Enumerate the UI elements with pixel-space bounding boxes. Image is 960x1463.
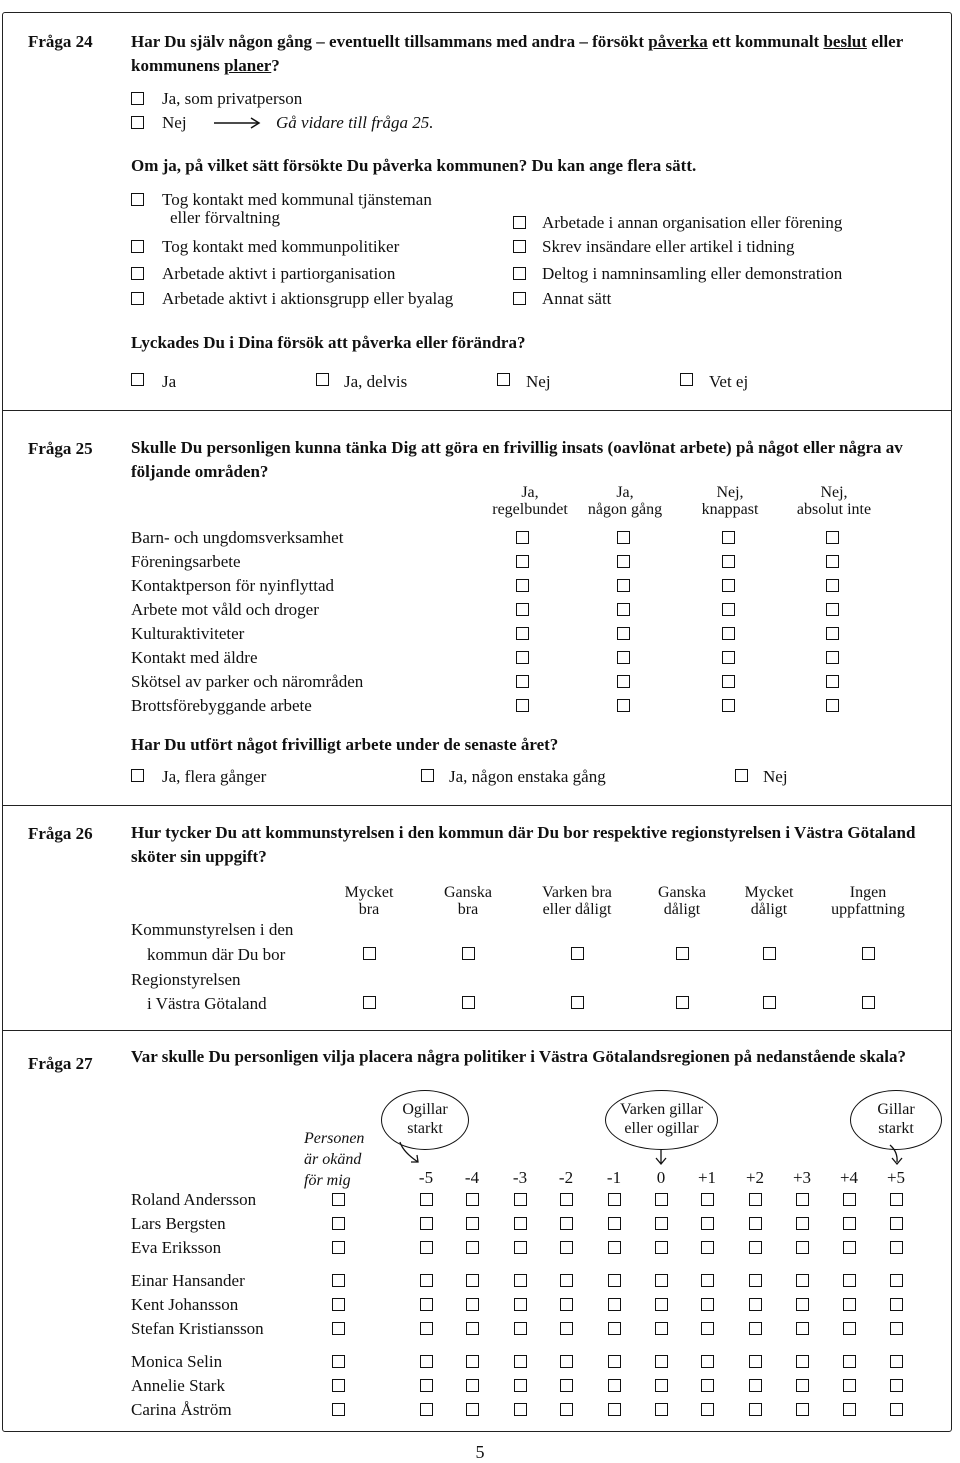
row-label: Skötsel av parker och närområden xyxy=(131,672,364,691)
option-label: Ja, flera gånger xyxy=(162,767,267,786)
scale-checkbox[interactable] xyxy=(655,1217,668,1230)
scale-checkbox[interactable] xyxy=(655,1193,668,1206)
option-label: Nej xyxy=(162,113,187,132)
option-label: Ja xyxy=(162,372,177,391)
row-label: Regionstyrelsen xyxy=(131,970,241,989)
scale-checkbox[interactable] xyxy=(514,1241,527,1254)
row-label-continued: kommun där Du bor xyxy=(147,945,286,964)
scale-checkbox[interactable] xyxy=(796,1322,809,1335)
scale-checkbox[interactable] xyxy=(890,1241,903,1254)
question-text: Var skulle Du personligen vilja placera några politiker i Västra Götalandsregionen på nedanstående skala? xyxy=(131,1047,907,1066)
scale-value: -1 xyxy=(606,1168,622,1187)
scale-checkbox[interactable] xyxy=(843,1241,856,1254)
scale-checkbox[interactable] xyxy=(514,1379,527,1392)
scale-checkbox[interactable] xyxy=(608,1193,621,1206)
scale-value: -3 xyxy=(512,1168,528,1187)
scale-value: +2 xyxy=(745,1168,765,1187)
question-number: Fråga 27 xyxy=(28,1054,93,1073)
scale-checkbox[interactable] xyxy=(701,1403,714,1416)
politician-name: Eva Eriksson xyxy=(131,1238,222,1257)
scale-checkbox[interactable] xyxy=(560,1298,573,1311)
scale-anchor-oval: Varken gillar eller ogillar xyxy=(605,1090,718,1150)
scale-checkbox[interactable] xyxy=(796,1241,809,1254)
scale-checkbox[interactable] xyxy=(608,1403,621,1416)
scale-checkbox[interactable] xyxy=(466,1379,479,1392)
column-header: Ingen uppfattning xyxy=(831,884,905,918)
scale-checkbox[interactable] xyxy=(655,1379,668,1392)
scale-checkbox[interactable] xyxy=(466,1241,479,1254)
scale-checkbox[interactable] xyxy=(796,1379,809,1392)
scale-checkbox[interactable] xyxy=(843,1298,856,1311)
option-label: Deltog i namninsamling eller demonstration xyxy=(542,264,843,283)
politician-name: Lars Bergsten xyxy=(131,1214,226,1233)
question-text: Skulle Du personligen kunna tänka Dig att göra en frivillig insats (oavlönat arbete) på något eller några av följande områden? xyxy=(131,438,903,481)
scale-anchor-oval: Ogillar starkt xyxy=(381,1090,469,1150)
scale-value: -4 xyxy=(464,1168,480,1187)
scale-checkbox[interactable] xyxy=(796,1193,809,1206)
scale-checkbox[interactable] xyxy=(608,1298,621,1311)
scale-checkbox[interactable] xyxy=(749,1379,762,1392)
scale-checkbox[interactable] xyxy=(514,1217,527,1230)
scale-checkbox[interactable] xyxy=(655,1403,668,1416)
unknown-checkbox[interactable] xyxy=(332,1217,345,1230)
scale-value: -2 xyxy=(558,1168,574,1187)
politician-name: Kent Johansson xyxy=(131,1295,239,1314)
option-label-continued: eller förvaltning xyxy=(170,208,280,227)
scale-checkbox[interactable] xyxy=(514,1274,527,1287)
option-label: Arbetade i annan organisation eller förening xyxy=(542,213,843,232)
question-number: Fråga 24 xyxy=(28,32,93,51)
option-label: Nej xyxy=(526,372,551,391)
column-header: Mycket dåligt xyxy=(744,884,794,918)
scale-checkbox[interactable] xyxy=(749,1217,762,1230)
scale-checkbox[interactable] xyxy=(608,1241,621,1254)
column-header: Ja, regelbundet xyxy=(492,484,568,518)
scale-checkbox[interactable] xyxy=(466,1274,479,1287)
question-text: Har Du själv någon gång – eventuellt tillsammans med andra – försökt påverka ett kommunalt beslut eller kommunens planer? xyxy=(131,32,903,75)
scale-checkbox[interactable] xyxy=(560,1322,573,1335)
row-label: Barn- och ungdomsverksamhet xyxy=(131,528,344,547)
scale-value: -5 xyxy=(418,1168,434,1187)
scale-checkbox[interactable] xyxy=(701,1379,714,1392)
scale-checkbox[interactable] xyxy=(420,1193,433,1206)
option-label: Tog kontakt med kommunal tjänsteman xyxy=(162,190,432,209)
scale-checkbox[interactable] xyxy=(796,1355,809,1368)
scale-checkbox[interactable] xyxy=(890,1298,903,1311)
scale-anchor-oval: Gillar starkt xyxy=(850,1090,942,1150)
scale-checkbox[interactable] xyxy=(843,1217,856,1230)
scale-checkbox[interactable] xyxy=(420,1379,433,1392)
scale-checkbox[interactable] xyxy=(796,1274,809,1287)
scale-checkbox[interactable] xyxy=(466,1298,479,1311)
scale-checkbox[interactable] xyxy=(749,1403,762,1416)
row-label: Föreningsarbete xyxy=(131,552,241,571)
scale-checkbox[interactable] xyxy=(466,1193,479,1206)
scale-checkbox[interactable] xyxy=(420,1298,433,1311)
scale-checkbox[interactable] xyxy=(843,1274,856,1287)
scale-checkbox[interactable] xyxy=(796,1403,809,1416)
scale-checkbox[interactable] xyxy=(701,1217,714,1230)
option-label: Ja, som privatperson xyxy=(162,89,303,108)
scale-checkbox[interactable] xyxy=(701,1193,714,1206)
scale-value: +3 xyxy=(792,1168,812,1187)
scale-checkbox[interactable] xyxy=(843,1403,856,1416)
row-label: Kommunstyrelsen i den xyxy=(131,920,294,939)
column-header: Nej, absolut inte xyxy=(796,484,872,518)
unknown-checkbox[interactable] xyxy=(332,1298,345,1311)
option-label: Ja, delvis xyxy=(344,372,408,391)
question-number: Fråga 25 xyxy=(28,439,93,458)
scale-checkbox[interactable] xyxy=(890,1274,903,1287)
scale-checkbox[interactable] xyxy=(608,1322,621,1335)
scale-checkbox[interactable] xyxy=(843,1379,856,1392)
unknown-checkbox[interactable] xyxy=(332,1379,345,1392)
scale-checkbox[interactable] xyxy=(560,1379,573,1392)
question-number: Fråga 26 xyxy=(28,824,93,843)
column-header: Nej, knappast xyxy=(701,484,759,518)
option-label: Annat sätt xyxy=(542,289,612,308)
row-label-continued: i Västra Götaland xyxy=(147,994,267,1013)
followup-question: Lyckades Du i Dina försök att påverka eller förändra? xyxy=(131,333,526,352)
scale-checkbox[interactable] xyxy=(560,1274,573,1287)
scale-checkbox[interactable] xyxy=(560,1217,573,1230)
scale-checkbox[interactable] xyxy=(749,1274,762,1287)
scale-checkbox[interactable] xyxy=(749,1355,762,1368)
scale-checkbox[interactable] xyxy=(655,1355,668,1368)
scale-checkbox[interactable] xyxy=(749,1298,762,1311)
unknown-checkbox[interactable] xyxy=(332,1274,345,1287)
option-label: Arbetade aktivt i partiorganisation xyxy=(162,264,396,283)
scale-checkbox[interactable] xyxy=(701,1274,714,1287)
scale-checkbox[interactable] xyxy=(843,1355,856,1368)
scale-checkbox[interactable] xyxy=(420,1241,433,1254)
politician-name: Monica Selin xyxy=(131,1352,223,1371)
scale-checkbox[interactable] xyxy=(890,1193,903,1206)
scale-value: +5 xyxy=(886,1168,906,1187)
followup-question: Har Du utfört något frivilligt arbete under de senaste året? xyxy=(131,735,559,754)
column-header: Ganska bra xyxy=(444,884,492,918)
scale-checkbox[interactable] xyxy=(796,1298,809,1311)
scale-checkbox[interactable] xyxy=(749,1193,762,1206)
unknown-checkbox[interactable] xyxy=(332,1403,345,1416)
option-label: Skrev insändare eller artikel i tidning xyxy=(542,237,795,256)
scale-checkbox[interactable] xyxy=(890,1322,903,1335)
scale-checkbox[interactable] xyxy=(514,1193,527,1206)
scale-checkbox[interactable] xyxy=(420,1322,433,1335)
scale-checkbox[interactable] xyxy=(514,1298,527,1311)
row-label: Brottsförebyggande arbete xyxy=(131,696,312,715)
scale-checkbox[interactable] xyxy=(701,1298,714,1311)
column-header: Ganska dåligt xyxy=(658,884,706,918)
scale-checkbox[interactable] xyxy=(514,1355,527,1368)
scale-checkbox[interactable] xyxy=(466,1403,479,1416)
scale-value: 0 xyxy=(656,1168,666,1187)
scale-checkbox[interactable] xyxy=(420,1355,433,1368)
scale-checkbox[interactable] xyxy=(843,1193,856,1206)
politician-name: Carina Åström xyxy=(131,1400,232,1419)
skip-note: Gå vidare till fråga 25. xyxy=(276,113,434,132)
option-label: Nej xyxy=(763,767,788,786)
scale-checkbox[interactable] xyxy=(608,1355,621,1368)
politician-name: Stefan Kristiansson xyxy=(131,1319,264,1338)
scale-checkbox[interactable] xyxy=(701,1322,714,1335)
unknown-checkbox[interactable] xyxy=(332,1241,345,1254)
scale-checkbox[interactable] xyxy=(466,1217,479,1230)
scale-checkbox[interactable] xyxy=(514,1403,527,1416)
scale-checkbox[interactable] xyxy=(466,1355,479,1368)
unknown-checkbox[interactable] xyxy=(332,1355,345,1368)
scale-checkbox[interactable] xyxy=(890,1379,903,1392)
scale-checkbox[interactable] xyxy=(796,1217,809,1230)
scale-checkbox[interactable] xyxy=(420,1403,433,1416)
scale-checkbox[interactable] xyxy=(560,1193,573,1206)
column-header: Ja, någon gång xyxy=(587,484,663,518)
option-label: Tog kontakt med kommunpolitiker xyxy=(162,237,400,256)
scale-checkbox[interactable] xyxy=(560,1241,573,1254)
option-label: Vet ej xyxy=(709,372,749,391)
scale-checkbox[interactable] xyxy=(749,1241,762,1254)
scale-checkbox[interactable] xyxy=(420,1217,433,1230)
row-label: Kontakt med äldre xyxy=(131,648,258,667)
scale-checkbox[interactable] xyxy=(701,1241,714,1254)
scale-checkbox[interactable] xyxy=(890,1403,903,1416)
scale-checkbox[interactable] xyxy=(890,1355,903,1368)
scale-checkbox[interactable] xyxy=(655,1298,668,1311)
scale-checkbox[interactable] xyxy=(514,1322,527,1335)
scale-checkbox[interactable] xyxy=(560,1403,573,1416)
scale-checkbox[interactable] xyxy=(608,1217,621,1230)
row-label: Arbete mot våld och droger xyxy=(131,600,319,619)
scale-checkbox[interactable] xyxy=(608,1379,621,1392)
column-header: Mycket bra xyxy=(344,884,394,918)
scale-checkbox[interactable] xyxy=(843,1322,856,1335)
scale-checkbox[interactable] xyxy=(420,1274,433,1287)
question-text: Hur tycker Du att kommunstyrelsen i den kommun där Du bor respektive regionstyrelsen i Västra Götaland sköter sin uppgift? xyxy=(131,823,916,866)
row-label: Kulturaktiviteter xyxy=(131,624,245,643)
scale-checkbox[interactable] xyxy=(560,1355,573,1368)
scale-checkbox[interactable] xyxy=(655,1274,668,1287)
followup-question: Om ja, på vilket sätt försökte Du påverka kommunen? Du kan ange flera sätt. xyxy=(131,156,697,175)
scale-checkbox[interactable] xyxy=(749,1322,762,1335)
page-number: 5 xyxy=(475,1442,485,1462)
scale-value: +4 xyxy=(839,1168,859,1187)
scale-checkbox[interactable] xyxy=(655,1322,668,1335)
unknown-checkbox[interactable] xyxy=(332,1322,345,1335)
scale-checkbox[interactable] xyxy=(701,1355,714,1368)
politician-name: Roland Andersson xyxy=(131,1190,257,1209)
scale-checkbox[interactable] xyxy=(655,1241,668,1254)
row-label: Kontaktperson för nyinflyttad xyxy=(131,576,335,595)
scale-checkbox[interactable] xyxy=(890,1217,903,1230)
option-label: Arbetade aktivt i aktionsgrupp eller byalag xyxy=(162,289,454,308)
scale-value: +1 xyxy=(697,1168,717,1187)
politician-name: Einar Hansander xyxy=(131,1271,245,1290)
politician-name: Annelie Stark xyxy=(131,1376,225,1395)
column-header: Varken bra eller dåligt xyxy=(542,884,612,918)
scale-checkbox[interactable] xyxy=(608,1274,621,1287)
unknown-person-label: Personen är okänd för mig xyxy=(304,1130,365,1189)
option-label: Ja, någon enstaka gång xyxy=(449,767,606,786)
scale-checkbox[interactable] xyxy=(466,1322,479,1335)
unknown-checkbox[interactable] xyxy=(332,1193,345,1206)
